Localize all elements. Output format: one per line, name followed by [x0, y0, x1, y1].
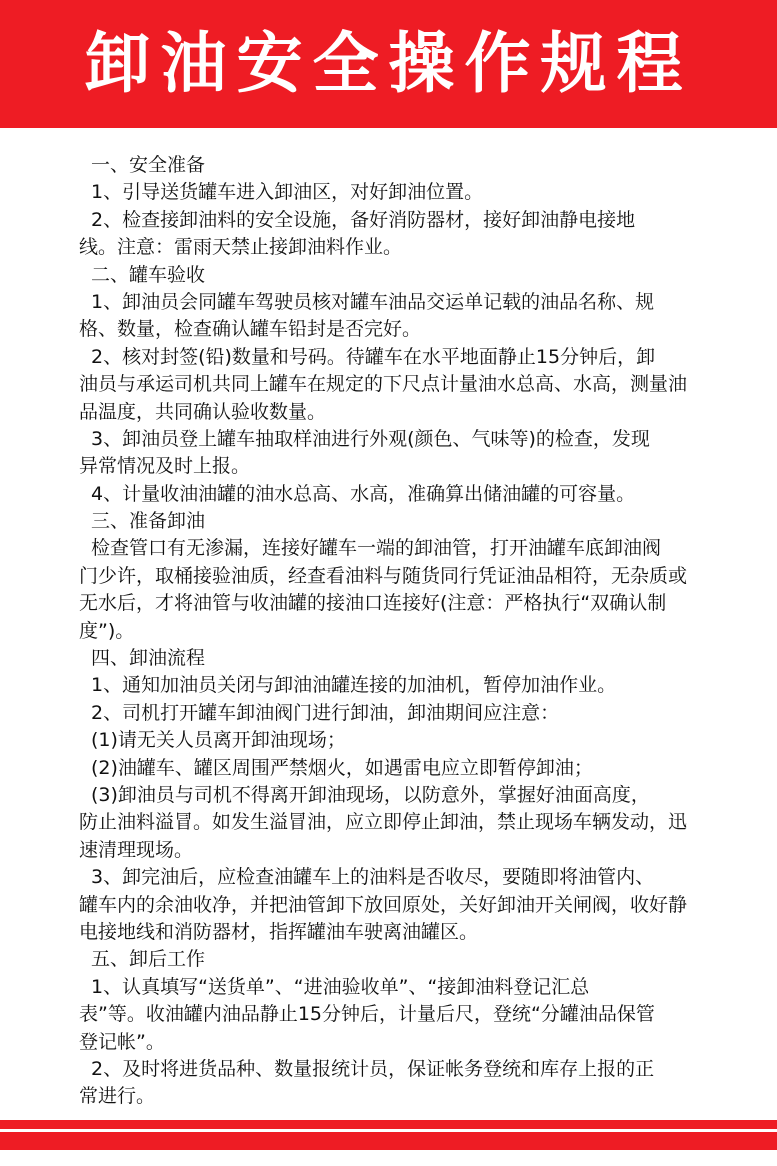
text-line: 1、引导送货罐车进入卸油区，对好卸油位置。: [91, 181, 484, 204]
text-line: 罐车内的余油收净，并把油管卸下放回原处，关好卸油开关闸阀，收好静: [79, 893, 688, 916]
text-line: 3、卸完油后，应检查油罐车上的油料是否收尽，要随即将油管内、: [91, 866, 655, 889]
text-line: 三、准备卸油: [91, 510, 206, 533]
text-line: 格、数量，检查确认罐车铅封是否完好。: [79, 318, 422, 341]
text-line: 2、检查接卸油料的安全设施，备好消防器材，接好卸油静电接地: [91, 208, 636, 231]
text-line: 防止油料溢冒。如发生溢冒油，应立即停止卸油，禁止现场车辆发动，迅: [79, 811, 688, 834]
text-line: (2)油罐车、罐区周围严禁烟火，如遇雷电应立即暂停卸油；: [91, 756, 593, 779]
text-line: (3)卸油员与司机不得离开卸油现场，以防意外，掌握好油面高度，: [91, 783, 650, 806]
text-line: 1、卸油员会同罐车驾驶员核对罐车油品交运单记载的油品名称、规: [91, 290, 655, 313]
text-line: 1、通知加油员关闭与卸油油罐连接的加油机，暂停加油作业。: [91, 674, 617, 697]
text-line: 电接地线和消防器材，指挥罐油车驶离油罐区。: [79, 920, 479, 943]
text-line: 五、卸后工作: [91, 948, 206, 971]
text-line: 线。注意：雷雨天禁止接卸油料作业。: [79, 236, 403, 259]
text-line: 常进行。: [79, 1085, 156, 1108]
text-line: 度”)。: [79, 619, 135, 642]
text-line: 1、认真填写“送货单”、“进油验收单”、“接卸油料登记汇总: [91, 975, 590, 998]
text-line: 3、卸油员登上罐车抽取样油进行外观(颜色、气味等)的检查，发现: [91, 427, 650, 450]
text-line: 2、核对封签(铅)数量和号码。待罐车在水平地面静止15分钟后，卸: [91, 345, 656, 368]
footer-band: [0, 1120, 777, 1150]
text-line: 异常情况及时上报。: [79, 455, 251, 478]
text-line: 品温度，共同确认验收数量。: [79, 400, 327, 423]
text-line: 表”等。收油罐内油品静止15分钟后，计量后尺，登统“分罐油品保管: [79, 1003, 655, 1026]
text-line: 登记帐”。: [79, 1030, 165, 1053]
text-line: 2、及时将进货品种、数量报统计员，保证帐务登统和库存上报的正: [91, 1057, 655, 1080]
document-body: [79, 152, 705, 1111]
text-line: 一、安全准备: [91, 154, 206, 176]
footer-stripe: [0, 1129, 777, 1132]
text-line: 2、司机打开罐车卸油阀门进行卸油，卸油期间应注意：: [91, 701, 560, 724]
text-line: 门少许，取桶接验油质，经查看油料与随货同行凭证油品相符，无杂质或: [79, 564, 688, 587]
text-line: 4、计量收油油罐的油水总高、水高，准确算出储油罐的可容量。: [91, 482, 636, 505]
text-line: 油员与承运司机共同上罐车在规定的下尺点计量油水总高、水高，测量油: [79, 373, 688, 396]
page-title: 卸油安全操作规程: [84, 25, 693, 102]
text-line: 二、罐车验收: [91, 263, 206, 286]
text-line: 四、卸油流程: [91, 647, 206, 670]
text-line: (1)请无关人员离开卸油现场；: [91, 729, 346, 752]
text-line: 速清理现场。: [79, 838, 194, 861]
text-line: 检查管口有无渗漏，连接好罐车一端的卸油管，打开油罐车底卸油阀: [91, 537, 662, 560]
text-line: 无水后，才将油管与收油罐的接油口连接好(注意：严格执行“双确认制: [79, 592, 667, 615]
